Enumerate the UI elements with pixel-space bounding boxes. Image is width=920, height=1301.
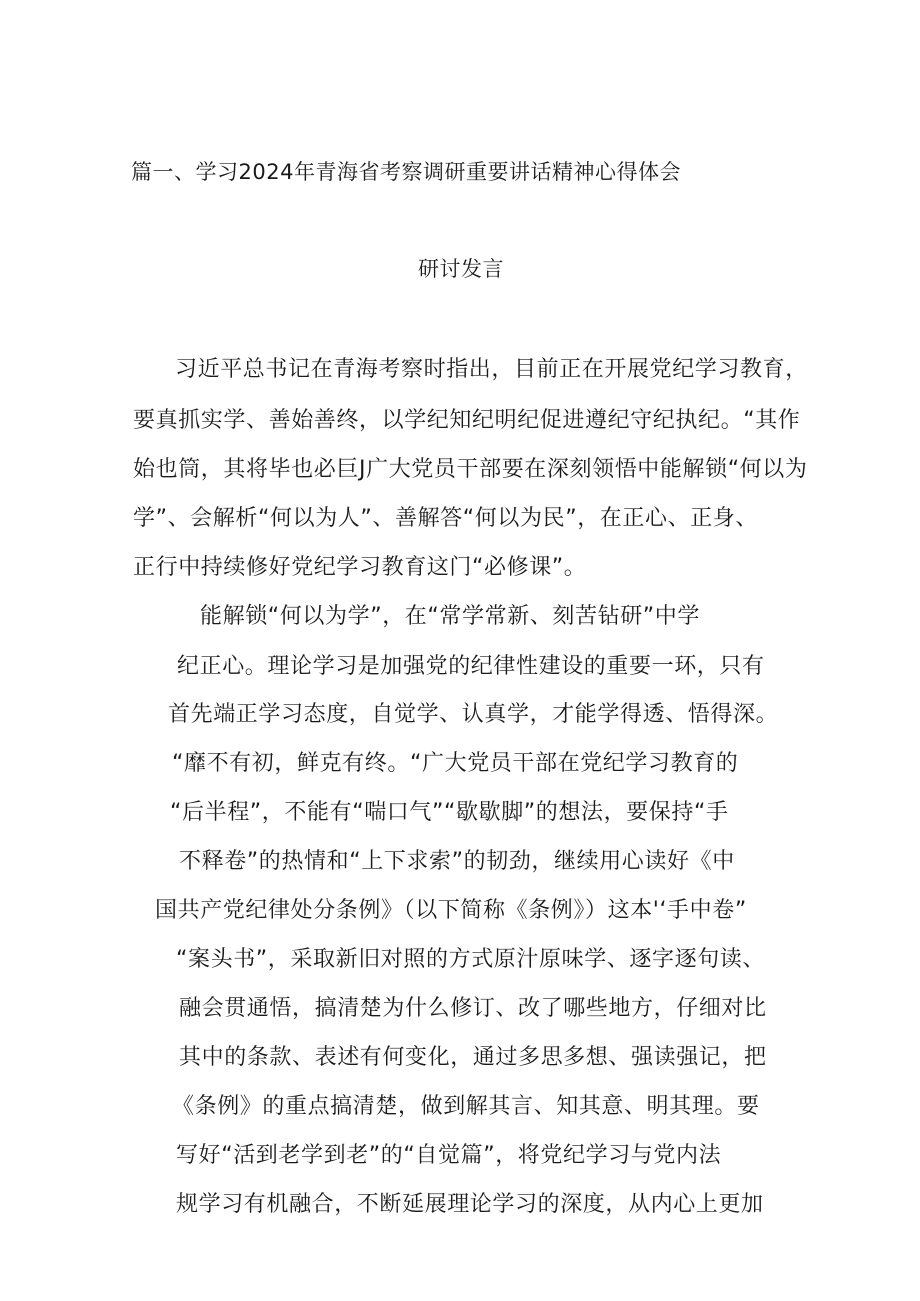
paragraph2-line: 写好“活到老学到老”的“自觉篇”，将党纪学习与党内法 bbox=[176, 1143, 722, 1168]
paragraph2-line: 纪正心。理论学习是加强党的纪律性建设的重要一环，只有 bbox=[177, 654, 765, 679]
paragraph1-line: 始也筒，其将毕也必巨J广大党员干部要在深刻领悟中能解锁“何以为 bbox=[133, 457, 808, 482]
paragraph2-line: 能解锁“何以为学”，在“常学常新、刻苦钻研”中学 bbox=[200, 604, 700, 629]
paragraph2-line: “后半程”，不能有“喘口气”“歇歇脚”的想法，要保持“手 bbox=[170, 800, 729, 825]
paragraph2-line: 国共产党纪律处分条例》（以下简称《条例》）这本'‘手中卷” bbox=[155, 898, 747, 923]
paragraph1-line: 要真抓实学、善始善终，以学纪知纪明纪促进遵纪守纪执纪。“其作 bbox=[133, 408, 801, 433]
paragraph2-line: 规学习有机融合，不断延展理论学习的深度，从内心上更加 bbox=[176, 1192, 764, 1217]
paragraph2-line: 首先端正学习态度，自觉学、认真学，才能学得透、悟得深。 bbox=[168, 702, 779, 727]
paragraph1-line: 习近平总书记在青海考察时指出，目前正在开展党纪学习教育， bbox=[175, 357, 808, 382]
paragraph2-line: 《条例》的重点搞清楚，做到解其言、知其意、明其理。要 bbox=[172, 1094, 760, 1119]
paragraph2-line: 其中的条款、表述有何变化，通过多思多想、强读强记，把 bbox=[179, 1045, 767, 1070]
paragraph2-line: 融会贯通悟，搞清楚为什么修订、改了哪些地方，仔细对比 bbox=[179, 996, 767, 1021]
paragraph2-line: “靡不有初，鲜克有终。“广大党员干部在党纪学习教育的 bbox=[172, 751, 739, 776]
paragraph1-line: 正行中持续修好党纪学习教育这门“必修课”。 bbox=[133, 555, 587, 580]
document-title: 篇一、学习2024年青海省考察调研重要讲话精神心得体会 bbox=[131, 160, 681, 184]
document-subtitle: 研讨发言 bbox=[418, 257, 504, 281]
paragraph2-line: “案头书”，采取新旧对照的方式原汁原味学、逐字逐句读、 bbox=[176, 947, 765, 972]
paragraph1-line: 学”、会解析“何以为人”、善解答“何以为民”，在正心、正身、 bbox=[133, 506, 758, 531]
paragraph2-line: 不释卷”的热情和“上下求索”的韧劲，继续用心读好《中 bbox=[179, 849, 735, 874]
